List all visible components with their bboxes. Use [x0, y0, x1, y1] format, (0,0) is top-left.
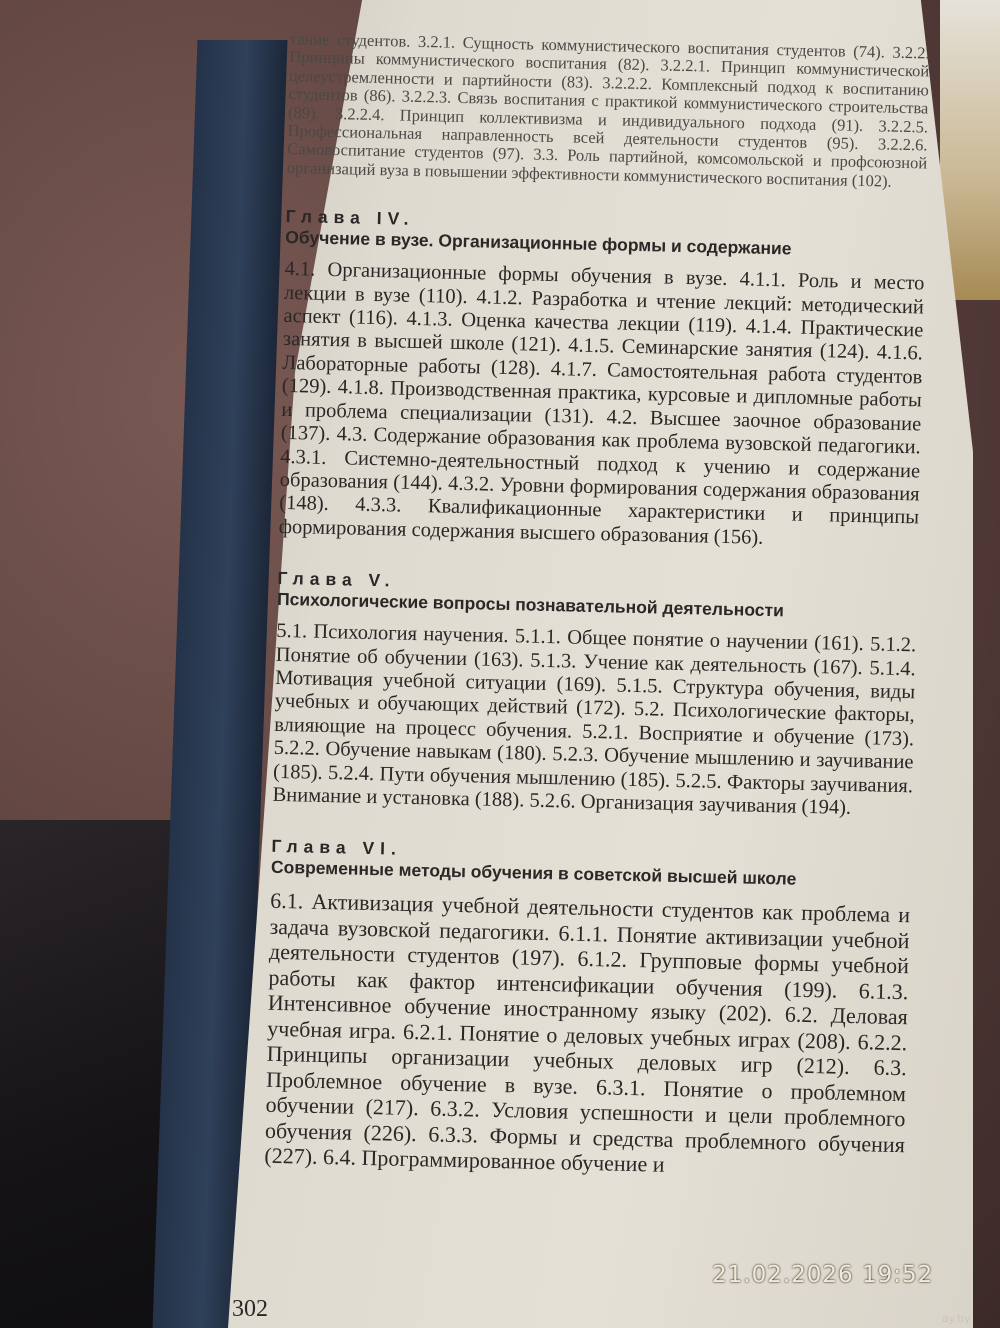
chapter-body: 6.1. Активизация учебной деятельности студентов как проблема и задача вузовской педагогики. 6.1.1. Понятие активизации учебной деятельности студентов (197). 6.1.2. Групповые формы учебной работы как фактор интенсификации обучения (199). 6.1.3. Интенсивное обучение иностранному языку (202). 6.2. Деловая учебная игра. 6.2.1. Понятие о деловых учебных играх (208). 6.2.2. Принципы организации учебных деловых игр (212). 6.3. Проблемное обучение в вузе. 6.3.1. Понятие о проблемном обучении (217). 6.3.2. Условия успешности и цели проблемного обучения (226). 6.3.3. Формы и средства проблемного обучения (227). 6.4. Программированное обучение и — [264, 888, 911, 1178]
watermark: ay.by — [942, 1312, 971, 1325]
intro-block: тание студентов. 3.2.1. Сущность коммунистического воспитания студентов (74). 3.2.2. Принципы коммунистического воспитания (82). 3.2.2.1. Принцип коммунистической целеустремленности и партийности (83). 3.2.2.2. Комплексный подход к воспитанию студентов (86). 3.2.2.3. Связь воспитания с практикой коммунистического строительства (89). 3.2.2.4. Принцип коллективизма и индивидуального подхода (91). 3.2.2.5. Профессиональная направленность всей деятельности студентов (95). 3.2.2.6. Самовоспитание студентов (97). 3.3. Роль партийной, комсомольской и профсоюзной организаций вуза в повышении эффективности коммунистического воспитания (102). — [286, 29, 930, 191]
chapter-lead: Глава V. — [277, 567, 396, 591]
chapter-heading — [277, 547, 918, 625]
page-text — [264, 30, 930, 1183]
chapter-title: Психологические вопросы познавательной деятельности — [276, 588, 785, 621]
chapter-lead: Глава VI. — [271, 836, 403, 860]
chapter-heading — [271, 815, 912, 893]
chapter-lead: Глава IV. — [285, 206, 415, 230]
chapter-heading — [285, 185, 926, 263]
chapter-title: Современные методы обучения в советской высшей школе — [270, 857, 797, 890]
chapter-body: 4.1. Организационные формы обучения в вузе. 4.1.1. Роль и место лекции в вузе (110). 4.1.2. Разработка и чтение лекций: методический аспект (116). 4.1.3. Оценка качества лекции (119). 4.1.4. Практические занятия в высшей школе (121). 4.1.5. Семинарские занятия (124). 4.1.6. Лабораторные работы (128). 4.1.7. Самостоятельная работа студентов (129). 4.1.8. Производственная практика, курсовые и дипломные работы и проблема специализации (131). 4.2. Высшее заочное образование (137). 4.3. Содержание образования как проблема вузовской педагогики. 4.3.1. Системно-деятельностный подход к учению и содержание образования (144). 4.3.2. Уровни формирования содержания образования (148). 4.3.3. Квалификационные характеристики и принципы формирования содержания высшего образования (156). — [278, 258, 925, 549]
page-number: 302 — [232, 1296, 268, 1322]
chapter-title: Обучение в вузе. Организационные формы и содержание — [285, 227, 792, 259]
photo-timestamp: 21.02.2026 19:52 — [712, 1262, 934, 1288]
chapter-body: 5.1. Психология научения. 5.1.1. Общее понятие о научении (161). 5.1.2. Понятие об обучении (163). 5.1.3. Учение как деятельность (167). 5.1.4. Мотивация учебной ситуации (169). 5.1.5. Структура обучения, виды учебных и обучающих действий (172). 5.2. Психологические факторы, влияющие на процесс обучения. 5.2.1. Восприятие и обучение (173). 5.2.2. Обучение навыкам (180). 5.2.3. Обучение мышлению и заучивание (185). 5.2.4. Пути обучения мышлению (185). 5.2.5. Факторы заучивания. Внимание и установка (188). 5.2.6. Организация заучивания (194). — [272, 619, 917, 819]
